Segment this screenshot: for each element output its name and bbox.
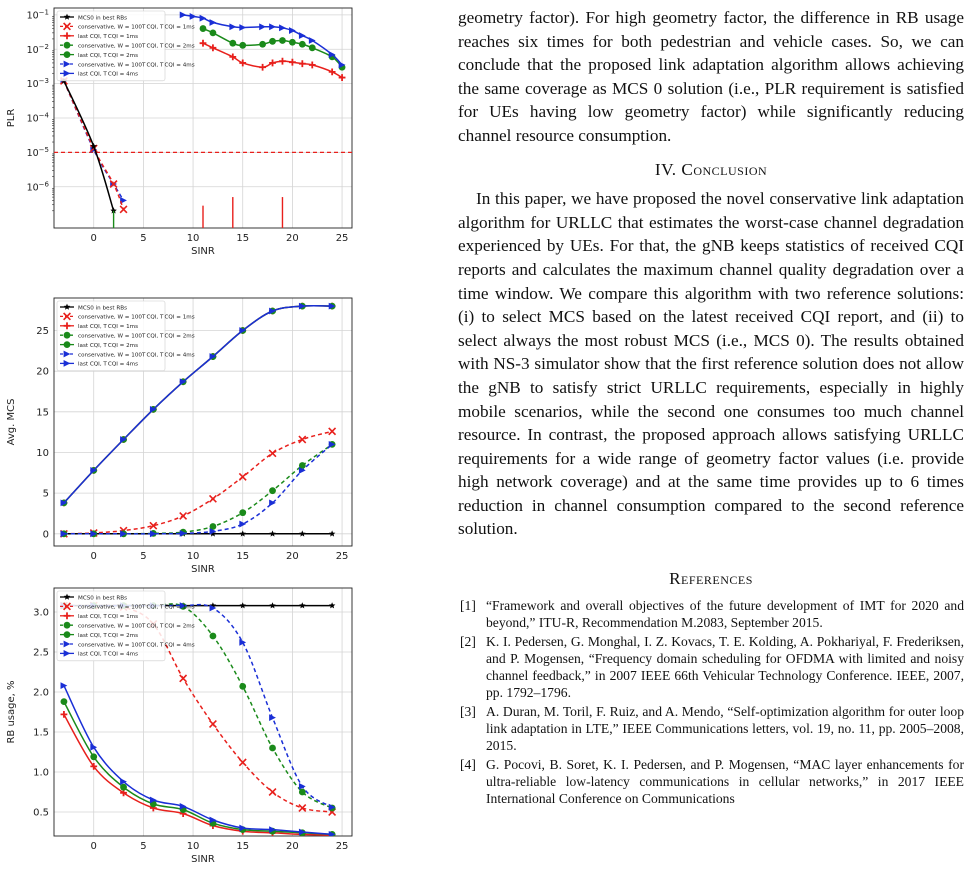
data-point — [61, 682, 68, 689]
series-line — [64, 444, 332, 533]
x-tick-label: 5 — [140, 551, 147, 562]
data-point — [210, 495, 217, 502]
x-tick-label: 20 — [286, 551, 299, 562]
x-tick-label: 0 — [90, 841, 97, 852]
data-point — [90, 753, 97, 760]
data-point — [309, 62, 316, 69]
data-point — [269, 789, 276, 796]
data-point — [200, 40, 207, 47]
legend-label: last CQI, T CQI = 2ms — [78, 52, 139, 59]
series-line — [64, 702, 332, 835]
tick-exponent: −2 — [38, 42, 49, 51]
text-column — [458, 6, 964, 809]
data-point — [269, 60, 276, 67]
data-point — [210, 721, 217, 728]
data-point — [239, 42, 246, 49]
data-point — [61, 711, 68, 718]
x-tick-label: 10 — [186, 233, 200, 244]
legend-label: last CQI, T CQI = 1ms — [78, 34, 139, 41]
series-line — [183, 15, 342, 65]
x-tick-label: 0 — [90, 233, 97, 244]
data-point — [229, 53, 236, 60]
data-point — [180, 675, 187, 682]
y-tick-label — [27, 112, 50, 125]
data-point — [180, 11, 187, 18]
data-point — [120, 206, 127, 213]
data-point — [299, 789, 306, 796]
references-heading: References — [669, 569, 753, 589]
data-point — [239, 60, 246, 67]
legend-label: conservative, W = 100T CQI, T CQI = 1ms — [78, 24, 195, 31]
data-point — [239, 509, 246, 516]
reference-item — [458, 597, 964, 631]
data-point — [180, 513, 187, 520]
y-tick-label: 3.0 — [33, 607, 49, 619]
tick-base: 10 — [26, 147, 39, 159]
legend-label: MCS0 in best RBs — [78, 595, 128, 602]
y-tick-label: 1.5 — [33, 727, 49, 739]
reference-number: [3] — [460, 703, 476, 719]
data-point — [259, 41, 266, 48]
data-point — [269, 530, 276, 536]
tick-exponent: −4 — [38, 111, 49, 120]
x-tick-label: 15 — [236, 233, 250, 244]
legend-label: conservative, W = 100T CQI, T CQI = 4ms — [78, 352, 195, 359]
series-line — [64, 81, 114, 211]
y-tick-label: 25 — [36, 326, 49, 338]
reference-text: K. I. Pedersen, G. Monghal, I. Z. Kovacs, T. E. Kolding, A. Pokhariyal, F. Frederiksen, and P. Mogensen, “Frequency domain scheduling for OFDMA with limited and noisy channel feedback,” in 2007 IEEE 66th Vehicular Technology Conference. IEEE, 2007, pp. 1792–1796. — [486, 633, 964, 700]
legend-label: last CQI, T CQI = 4ms — [78, 651, 139, 658]
legend-label: conservative, W = 100T CQI, T CQI = 2ms — [78, 333, 195, 340]
tick-base: 10 — [26, 79, 39, 91]
paragraph-results: geometry factor). For high geometry factor, the difference in RB usage reaches six times for both pedestrian and vehicle cases. So, we can conclude that the proposed link adaptation algorithm allows achieving the same coverage as MCS 0 solution (i.e., PLR requirement is satisfied for UEs having low geometry factor) while significantly reducing channel resource consumption. — [458, 8, 964, 145]
legend-label: MCS0 in best RBs — [78, 15, 128, 22]
data-point — [200, 15, 207, 22]
y-tick-label: 1.0 — [33, 767, 49, 779]
data-point — [329, 68, 336, 75]
data-point — [269, 602, 276, 608]
tick-exponent: −5 — [38, 145, 49, 154]
x-tick-label: 10 — [186, 841, 200, 852]
references-list — [458, 597, 964, 807]
legend-marker — [64, 622, 71, 629]
legend-label: conservative, W = 100T CQI, T CQI = 2ms — [78, 43, 195, 50]
data-point — [120, 784, 127, 791]
x-tick-label: 10 — [186, 551, 200, 562]
legend-label: conservative, W = 100T CQI, T CQI = 2ms — [78, 623, 195, 630]
legend-label: last CQI, T CQI = 2ms — [78, 632, 139, 639]
reference-number: [4] — [460, 756, 476, 772]
tick-base: 10 — [26, 113, 39, 125]
y-tick-label: 5 — [42, 488, 49, 500]
y-tick-label — [27, 43, 49, 56]
y-tick-label — [27, 146, 49, 159]
y-tick-label: 2.5 — [33, 647, 49, 659]
plr-chart — [0, 0, 380, 290]
data-point — [309, 44, 316, 51]
y-tick-label: 10 — [36, 447, 49, 459]
tick-exponent: −3 — [38, 77, 49, 86]
reference-number: [2] — [460, 633, 476, 649]
data-point — [61, 698, 68, 705]
y-axis-label: RB usage, % — [6, 680, 17, 744]
data-point — [299, 602, 306, 608]
data-point — [279, 24, 286, 31]
y-tick-label: 0 — [42, 529, 49, 541]
tick-base: 10 — [26, 44, 39, 56]
reference-text: A. Duran, M. Toril, F. Ruiz, and A. Mendo, “Self-optimization algorithm for outer loop link adaptation in LTE,” IEEE Communications letters, vol. 19, no. 11, pp. 2005–2008, 2015. — [486, 703, 964, 753]
y-tick-label — [27, 77, 49, 90]
legend-label: last CQI, T CQI = 4ms — [78, 71, 139, 78]
data-point — [289, 39, 296, 46]
legend-label: last CQI, T CQI = 1ms — [78, 324, 139, 331]
legend-label: last CQI, T CQI = 1ms — [78, 614, 139, 621]
legend-label: last CQI, T CQI = 2ms — [78, 342, 139, 349]
legend-label: conservative, W = 100T CQI, T CQI = 4ms — [78, 642, 195, 649]
legend-label: conservative, W = 100T CQI, T CQI = 4ms — [78, 62, 195, 69]
section-heading-conclusion: IV. Conclusion — [654, 159, 768, 179]
x-axis-label: SINR — [191, 246, 215, 257]
data-point — [210, 19, 217, 26]
legend-label: last CQI, T CQI = 4ms — [78, 361, 139, 368]
legend-marker — [64, 332, 71, 339]
data-point — [269, 714, 276, 721]
rb-usage-chart — [0, 580, 380, 870]
data-point — [289, 59, 296, 66]
tick-base: 10 — [26, 182, 39, 194]
legend-marker — [64, 341, 71, 348]
avg-mcs-chart — [0, 290, 380, 580]
data-point — [269, 23, 276, 30]
y-tick-label: 15 — [36, 407, 49, 419]
data-point — [210, 633, 217, 640]
legend-label: conservative, W = 100T CQI, T CQI = 1ms — [78, 314, 195, 321]
legend-label: MCS0 in best RBs — [78, 305, 128, 312]
data-point — [269, 745, 276, 752]
x-tick-label: 5 — [140, 841, 147, 852]
y-axis-label: Avg. MCS — [6, 398, 17, 446]
x-tick-label: 5 — [140, 233, 147, 244]
data-point — [299, 530, 306, 536]
y-axis-label: PLR — [6, 108, 17, 128]
data-point — [239, 683, 246, 690]
data-point — [259, 64, 266, 71]
x-tick-label: 15 — [236, 841, 250, 852]
legend-marker — [64, 42, 71, 49]
reference-text: “Framework and overall objectives of the future development of IMT for 2020 and beyond,” ITU-R, Recommendation M.2083, September 2015. — [486, 597, 964, 630]
series-line — [64, 431, 332, 533]
data-point — [329, 530, 336, 536]
data-point — [259, 23, 266, 30]
x-axis-label: SINR — [191, 854, 215, 865]
legend-label: conservative, W = 100T CQI, T CQI = 1ms — [78, 604, 195, 611]
series-line — [64, 444, 332, 533]
x-tick-label: 25 — [335, 841, 349, 852]
reference-item — [458, 633, 964, 701]
y-tick-label — [27, 180, 50, 193]
data-point — [279, 37, 286, 44]
paragraph-conclusion: In this paper, we have proposed the novel conservative link adaptation algorithm for URLLC that estimates the worst-case channel degradation experienced by UEs. For that, the gNB keeps statistics of received CQI reports and calculates the maximum channel quality degradation over a time window. We compare this algorithm with two reference solutions: (i) to select MCS based on the latest received CQI report, and (ii) to select always the most robust MCS (i.e., MCS 0). The results obtained with NS-3 simulator show that the first reference solution does not allow the gNB to satisfy strict URLLC requirements, especially in highly mobile scenarios, while the second one consumes too much channel resource. In contrast, the proposed approach allows satisfying URLLC requirements for a wide range of geometry factor values (i.e. provide high network coverage) and at the same time provides up to 6 times reduction in channel consumption compared to the second reference solution. — [458, 189, 964, 539]
legend-marker — [64, 51, 71, 58]
data-point — [269, 487, 276, 494]
data-point — [210, 44, 217, 51]
x-tick-label: 0 — [90, 551, 97, 562]
x-tick-label: 25 — [335, 551, 349, 562]
data-point — [329, 602, 336, 608]
tick-exponent: −1 — [38, 8, 49, 17]
tick-exponent: −6 — [38, 180, 49, 189]
data-point — [329, 428, 336, 435]
reference-number: [1] — [460, 597, 476, 613]
data-point — [299, 436, 306, 443]
data-point — [229, 23, 236, 30]
reference-item — [458, 756, 964, 807]
data-point — [299, 32, 306, 39]
data-point — [269, 450, 276, 457]
data-point — [299, 60, 306, 67]
x-tick-label: 20 — [286, 233, 299, 244]
y-tick-label: 0.5 — [33, 807, 49, 819]
legend-marker — [64, 631, 71, 638]
y-tick-label: 20 — [36, 366, 49, 378]
tick-base: 10 — [26, 10, 39, 22]
data-point — [229, 40, 236, 47]
data-point — [299, 41, 306, 48]
data-point — [279, 58, 286, 65]
x-tick-label: 25 — [335, 233, 349, 244]
x-axis-label: SINR — [191, 564, 215, 575]
x-tick-label: 20 — [286, 841, 299, 852]
x-tick-label: 15 — [236, 551, 250, 562]
data-point — [269, 38, 276, 45]
y-tick-label — [27, 8, 49, 21]
y-tick-label: 2.0 — [33, 687, 49, 699]
reference-item — [458, 703, 964, 754]
data-point — [210, 29, 217, 36]
data-point — [200, 25, 207, 32]
figure-column — [0, 0, 380, 870]
reference-text: G. Pocovi, B. Soret, K. I. Pedersen, and P. Mogensen, “MAC layer enhancements for ultra-reliable low-latency communications in cellular networks,” in 2017 IEEE International Conference on Communications — [486, 756, 964, 806]
